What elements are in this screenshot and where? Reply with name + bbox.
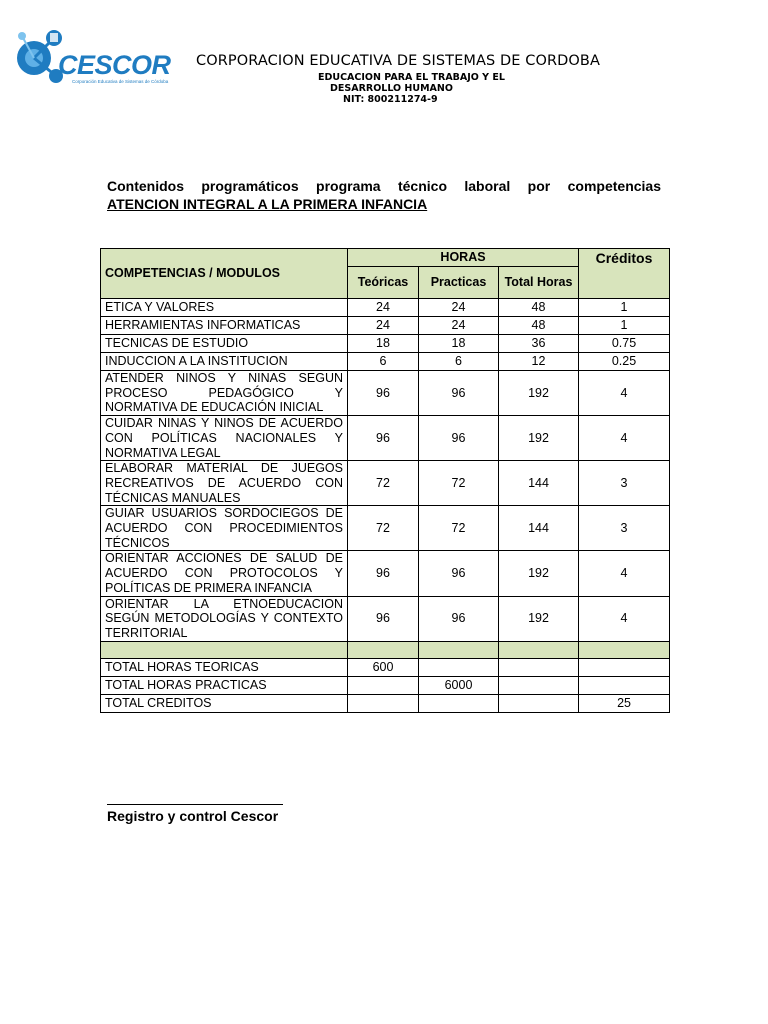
program-title: ATENCION INTEGRAL A LA PRIMERA INFANCIA: [107, 196, 428, 212]
hours-practicas: 6: [419, 353, 499, 371]
hours-teoricas: 24: [348, 299, 419, 317]
table-row: [101, 371, 670, 416]
module-name: ATENDER NINOS Y NINAS SEGUN PROCESO PEDAGÓGICO Y NORMATIVA DE EDUCACIÓN INICIAL: [101, 371, 348, 416]
signature-line: [107, 804, 283, 805]
table-row: [101, 335, 670, 353]
hours-total: 144: [499, 506, 579, 551]
hours-practicas: 96: [419, 551, 499, 596]
total-creditos-value: 25: [579, 694, 670, 712]
table-row: [101, 299, 670, 317]
module-creditos: 0.75: [579, 335, 670, 353]
total-teoricas-row: [101, 658, 670, 676]
total-teoricas-label: TOTAL HORAS TEORICAS: [101, 658, 348, 676]
hours-practicas: 96: [419, 371, 499, 416]
header-competencias: COMPETENCIAS / MODULOS: [101, 249, 348, 299]
hours-practicas: 72: [419, 461, 499, 506]
hours-practicas: 24: [419, 299, 499, 317]
total-teoricas-value: 600: [348, 658, 419, 676]
hours-practicas: 96: [419, 416, 499, 461]
hours-teoricas: 96: [348, 371, 419, 416]
hours-total: 192: [499, 551, 579, 596]
hours-total: 192: [499, 416, 579, 461]
separator-row: [101, 641, 670, 658]
organization-name: CORPORACION EDUCATIVA DE SISTEMAS DE CORDOBA: [196, 53, 600, 69]
hours-total: 144: [499, 461, 579, 506]
total-practicas-label: TOTAL HORAS PRACTICAS: [101, 676, 348, 694]
module-creditos: 4: [579, 371, 670, 416]
org-subtitle-line-2: DESARROLLO HUMANO: [330, 83, 453, 94]
hours-teoricas: 96: [348, 551, 419, 596]
hours-practicas: 24: [419, 317, 499, 335]
header-total-horas: Total Horas: [499, 267, 579, 299]
hours-teoricas: 72: [348, 461, 419, 506]
hours-total: 192: [499, 371, 579, 416]
table-row: [101, 461, 670, 506]
module-creditos: 0.25: [579, 353, 670, 371]
competencies-table: [100, 248, 670, 713]
table-row: [101, 596, 670, 641]
module-creditos: 4: [579, 551, 670, 596]
hours-practicas: 72: [419, 506, 499, 551]
table-row: [101, 317, 670, 335]
module-name: ORIENTAR LA ETNOEDUCACION SEGÚN METODOLOGÍAS Y CONTEXTO TERRITORIAL: [101, 596, 348, 641]
header-horas: HORAS: [348, 249, 579, 267]
logo-wordmark: CESCOR: [58, 50, 171, 80]
hours-total: 48: [499, 317, 579, 335]
table-row: [101, 353, 670, 371]
module-creditos: 1: [579, 299, 670, 317]
module-creditos: 4: [579, 596, 670, 641]
header-teoricas: Teóricas: [348, 267, 419, 299]
hours-teoricas: 96: [348, 416, 419, 461]
hours-total: 36: [499, 335, 579, 353]
hours-total: 48: [499, 299, 579, 317]
table-row: [101, 506, 670, 551]
module-name: TECNICAS DE ESTUDIO: [101, 335, 348, 353]
table-row: [101, 551, 670, 596]
module-creditos: 3: [579, 506, 670, 551]
logo-subtext: Corporación Educativa de Sistemas de Córdoba: [72, 79, 169, 84]
module-creditos: 3: [579, 461, 670, 506]
hours-teoricas: 24: [348, 317, 419, 335]
hours-total: 192: [499, 596, 579, 641]
header-practicas: Practicas: [419, 267, 499, 299]
intro-text: Contenidos programáticos programa técnico laboral por competencias: [107, 178, 661, 194]
module-name: ORIENTAR ACCIONES DE SALUD DE ACUERDO CON PROTOCOLOS Y POLÍTICAS DE PRIMERA INFANCIA: [101, 551, 348, 596]
signature-label: Registro y control Cescor: [107, 808, 279, 824]
header-creditos: Créditos: [579, 249, 670, 299]
total-creditos-label: TOTAL CREDITOS: [101, 694, 348, 712]
org-subtitle-line-1: EDUCACION PARA EL TRABAJO Y EL: [318, 72, 505, 83]
module-creditos: 1: [579, 317, 670, 335]
hours-teoricas: 96: [348, 596, 419, 641]
hours-teoricas: 72: [348, 506, 419, 551]
total-creditos-row: [101, 694, 670, 712]
module-name: GUIAR USUARIOS SORDOCIEGOS DE ACUERDO CON PROCEDIMIENTOS TÉCNICOS: [101, 506, 348, 551]
module-name: ELABORAR MATERIAL DE JUEGOS RECREATIVOS DE ACUERDO CON TÉCNICAS MANUALES: [101, 461, 348, 506]
module-name: HERRAMIENTAS INFORMATICAS: [101, 317, 348, 335]
hours-teoricas: 6: [348, 353, 419, 371]
org-nit: NIT: 800211274-9: [343, 94, 438, 105]
module-name: CUIDAR NINAS Y NINOS DE ACUERDO CON POLÍTICAS NACIONALES Y NORMATIVA LEGAL: [101, 416, 348, 461]
hours-practicas: 96: [419, 596, 499, 641]
module-name: ETICA Y VALORES: [101, 299, 348, 317]
table-row: [101, 416, 670, 461]
cescor-logo: [14, 24, 171, 94]
hours-total: 12: [499, 353, 579, 371]
total-practicas-row: [101, 676, 670, 694]
module-name: INDUCCION A LA INSTITUCION: [101, 353, 348, 371]
module-creditos: 4: [579, 416, 670, 461]
hours-teoricas: 18: [348, 335, 419, 353]
hours-practicas: 18: [419, 335, 499, 353]
total-practicas-value: 6000: [419, 676, 499, 694]
